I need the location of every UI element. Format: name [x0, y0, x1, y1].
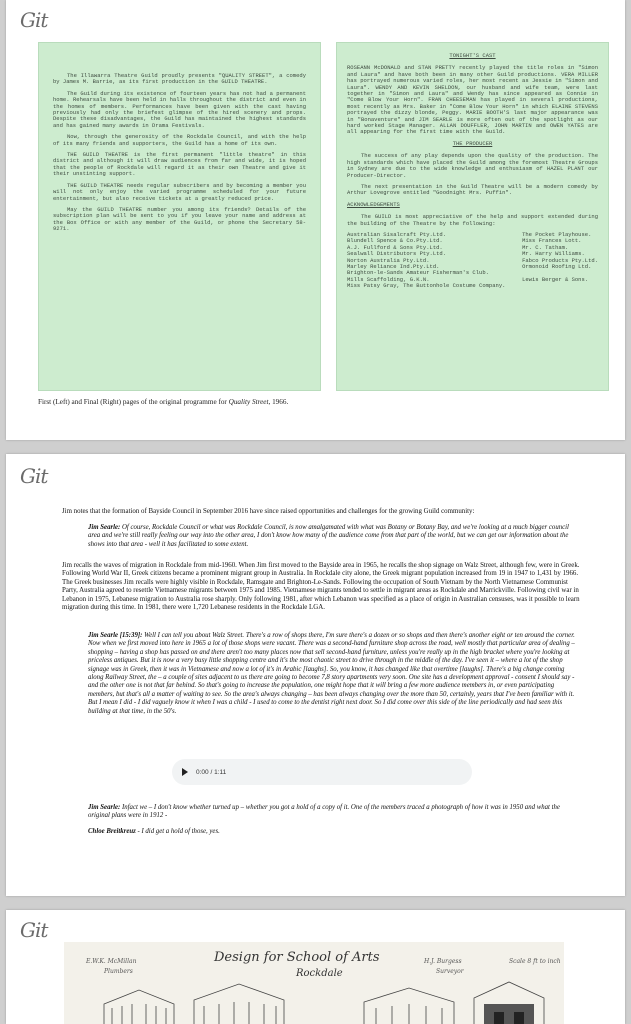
heading-cast: TONIGHT'S CAST: [449, 52, 496, 59]
left-para-2: The Guild during its existence of fourteen years has not had a permanent home. Rehearsals have been held in halls throughout the district and even in the homes of members. Performances have been given with the cast having previously had only the briefest glimpse of the hired scenery and props. Despite these disadvantages, the Guild has maintained the highest standards and has gained many awards in Drama Festivals.: [53, 89, 306, 129]
architectural-drawing: [64, 942, 564, 1024]
migration-paragraph: Jim recalls the waves of migration in Rockdale from mid-1960. When Jim first moved to the Bayside area in 1965, he recalls the shop signage on Walz Street, although few, were in Greek. Following World War II, Greek citizens became a prominent migrant group in Australia. In Rockdale city alone, the Greek migrant population increased from 19 in 1947 to 1,431 by 1966. The Greek businesses Jim recalls were highly visible in Rockdale, Ramsgate and Brighton-Le-Sands. Following the occupation of South Vietnam by the North Vietnamese Communist Party, Australia agreed to resettle Vietnamese migrants between 1975 and 1985. Vietnamese migrants tended to settle in migrant areas as Rockdale and Marrickville. Following civil war in Lebanon in 1975, Lebanese migration to Australia rose sharply. Only following 1981, after which Lebanon was specified as a place of origin in Australian censuses, was it possible to learn migration during this time. In 1981, there were 1,720 Lebanese residents in the Rockdale LGA.: [62, 562, 580, 612]
drawing-credit-right-2: Surveyor: [436, 968, 464, 975]
site-logo: Git: [20, 464, 48, 488]
cast-text: ROSEANN McDONALD and STAN PRETTY recently played the title roles in "Simon and Laura" and have both been in many other Guild productions. VERA MILLER has portrayed numerous varied roles, her most recent as Jessie in "Simon and Laura". WENDY AND KEVIN SHELDON, our husband and wife team, were last together in "Simon and Laura" and Wendy has since appeared as Connie in "Come Blow Your Horn". FRAN CHEESEMAN has played in several productions, most recently as Mrs. Baker in "Come Blow Your Horn" in which ELAINE STEVENS portrayed the dizzy blonde, Peggy. MARIE BOOTH'S last major appearance was in "Bonaventure" and JIM SEARLE is more often out of the spotlight as our hard worked Stage Manager. ALLAN DOUFFLER, JOHN MARTIN and OWEN YATES are all appearing for the first time with the Guild.: [347, 64, 598, 136]
drawing-title: Design for School of Arts: [214, 950, 380, 965]
left-para-6: May the GUILD THEATRE number you among its friends? Details of the subscription plan will be sent to you if you leave your name and address at the Box Office or with any member of the Guild, or phone the Secretary 58-9271.: [53, 205, 306, 233]
quote-4: Chloe Breitkreuz - I did get a hold of those, yes.: [88, 828, 220, 835]
caption-title: Quality Street: [228, 398, 269, 406]
ack-right-list: The Pocket Playhouse. Miss Frances Lott. Mr. C. Tatham. Mr. Harry Williams. Fabco Products Pty.Ltd. Ormonoid Roofing Ltd. Lewis Berger & Sons.: [522, 230, 598, 283]
building-elevation-sketch: [64, 942, 564, 1024]
drawing-credit-left: E.W.K. McMillan: [86, 958, 137, 965]
audio-player[interactable]: [172, 759, 472, 785]
next-presentation-text: The next presentation in the Guild Theatre will be a modern comedy by Arthur Lovegrove entitled "Goodnight Mrs. Puffin".: [347, 182, 598, 197]
speaker-name: Jim Searle:: [88, 524, 121, 531]
intro-paragraph: Jim notes that the formation of Bayside Council in September 2016 have since raised opportunities and challenges for the growing Guild community:: [62, 508, 475, 515]
speaker-name: Chloe Breitkreuz: [88, 828, 136, 835]
quote-2: Jim Searle [15:39]: Well I can tell you about Walz Street. There's a row of shops there, I'm sure there's a dozen or so shops and then there's another eight or ten around the corner. Now when we first moved into here in 1965 a lot of those shops were vacant. There was a second-hand furniture shop across the road, well mostly that particular area of dealing – shopping – having a shop has passed on and there aren't too many places now that sell second-hand furniture, unless you're really up in the high bracket where you're looking at priceless antiques. But it is now a very busy little shopping centre and it's the most chaotic street to drive through in the middle of the day. I've seen it – where a lot of the shop signage was in Greek, then it was in Vietnamese and now a lot of it's in Arabic [laughs]. So, you know, it has changed like that overtime [laughs]. There's a big change coming along Railway Street, the – a couple of sites adjacent to us there are going to become 7,8 story apartments very soon. One site has a development approval - consent I should say - and the other one is not that far behind. So that's going to increase the population, one might hope that it will bring a few more audience members in, or even participating members, but that's all a matter of waiting to see. So the area's always changing – has been always changing over the more than 50, certainly, years that I've been familiar with it. But I mean I did - I did vaguely know it when I was a child - I used to come to the dentist right next door. So I did come over this side of the line periodically and had seen this building at that time, in the 50's.: [88, 632, 575, 715]
programme-right-page: [336, 42, 609, 391]
document-page-1: [6, 0, 625, 440]
left-para-3: Now, through the generosity of the Rockdale Council, and with the help of its many friends and supporters, the Guild has a home of its own.: [53, 133, 306, 147]
quote-1: Jim Searle: Of course, Rockdale Council or what was Rockdale Council, is now amalgamated with what was Botany or Botany Bay, and we're looking at a much bigger council area and we're still really feeling our way into the other area, I don't know how many of the audience come from that part of the world, but we can get our information about the shows into that area - well it has facilitated to some extent.: [88, 524, 569, 548]
audio-time: 0:00 / 1:11: [196, 768, 227, 776]
drawing-subtitle: Rockdale: [296, 968, 343, 979]
document-page-2: [6, 454, 625, 896]
drawing-scale-note: Scale 8 ft to inch: [509, 958, 561, 965]
ack-text: The GUILD is most appreciative of the help and support extended during the building of the Theatre by the following:: [347, 213, 598, 227]
ack-columns: [347, 232, 598, 290]
producer-text: The success of any play depends upon the quality of the production. The high standards which have placed the Guild among the foremost Theatre Groups in Sydney are due to the wide knowledge and enthusiasm of HAZEL PLANT our Producer-Director.: [347, 152, 598, 179]
left-para-1: The Illawarra Theatre Guild proudly presents "QUALITY STREET", a comedy by James M. Barrie, as its first production in the GUILD THEATRE.: [53, 72, 306, 86]
drawing-credit-left-2: Plumbers: [104, 968, 133, 975]
document-page-3: [6, 910, 625, 1024]
drawing-credit-right: H.J. Burgess: [424, 958, 462, 965]
heading-acknowledgements: ACKNOWLEDGEMENTS: [347, 200, 400, 208]
programme-left-page: [38, 42, 321, 391]
speaker-name: Jim Searle:: [88, 804, 121, 811]
site-logo: Git: [20, 8, 48, 32]
left-para-5: THE GUILD THEATRE needs regular subscribers and by becoming a member you will not only enjoy the varied programme scheduled for your future entertainment, but also receive tickets at a greatly reduced price.: [53, 181, 306, 202]
left-para-4: THE GUILD THEATRE is the first permanent "little theatre" in this district and although it will draw audiences from far and wide, it is hoped that the people of Rockdale will regard it as their own Theatre and give it their unstinting support.: [53, 151, 306, 178]
play-icon[interactable]: [182, 768, 188, 776]
image-caption: First (Left) and Final (Right) pages of the original programme for Quality Street, 1966.: [38, 398, 289, 406]
ack-left-list: Australian Sisalcraft Pty.Ltd. Blundell Spence & Co.Pty.Ltd. A.J. Fullford & Sons Pty.Ltd. Sealwall Distributors Pty.Ltd. Norton Australia Pty.Ltd. Marley Reliance Ind.Pty.Ltd. Brighton-le-Sands Amateur Fisherman's Club. Mills Scaffolding, G.K.N. Miss Patsy Gray, The Buttonhole Costume Company.: [347, 230, 506, 290]
quote-3: Jim Searle: Infact we – I don't know whether turned up – whether you got a hold of a copy of it. One of the members traced a photograph of how it was in 1950 and what the original plans were in 1912 -: [88, 804, 560, 820]
heading-producer: THE PRODUCER: [452, 139, 493, 147]
speaker-name: Jim Searle [15:39]:: [88, 632, 143, 639]
site-logo: Git: [20, 918, 48, 942]
